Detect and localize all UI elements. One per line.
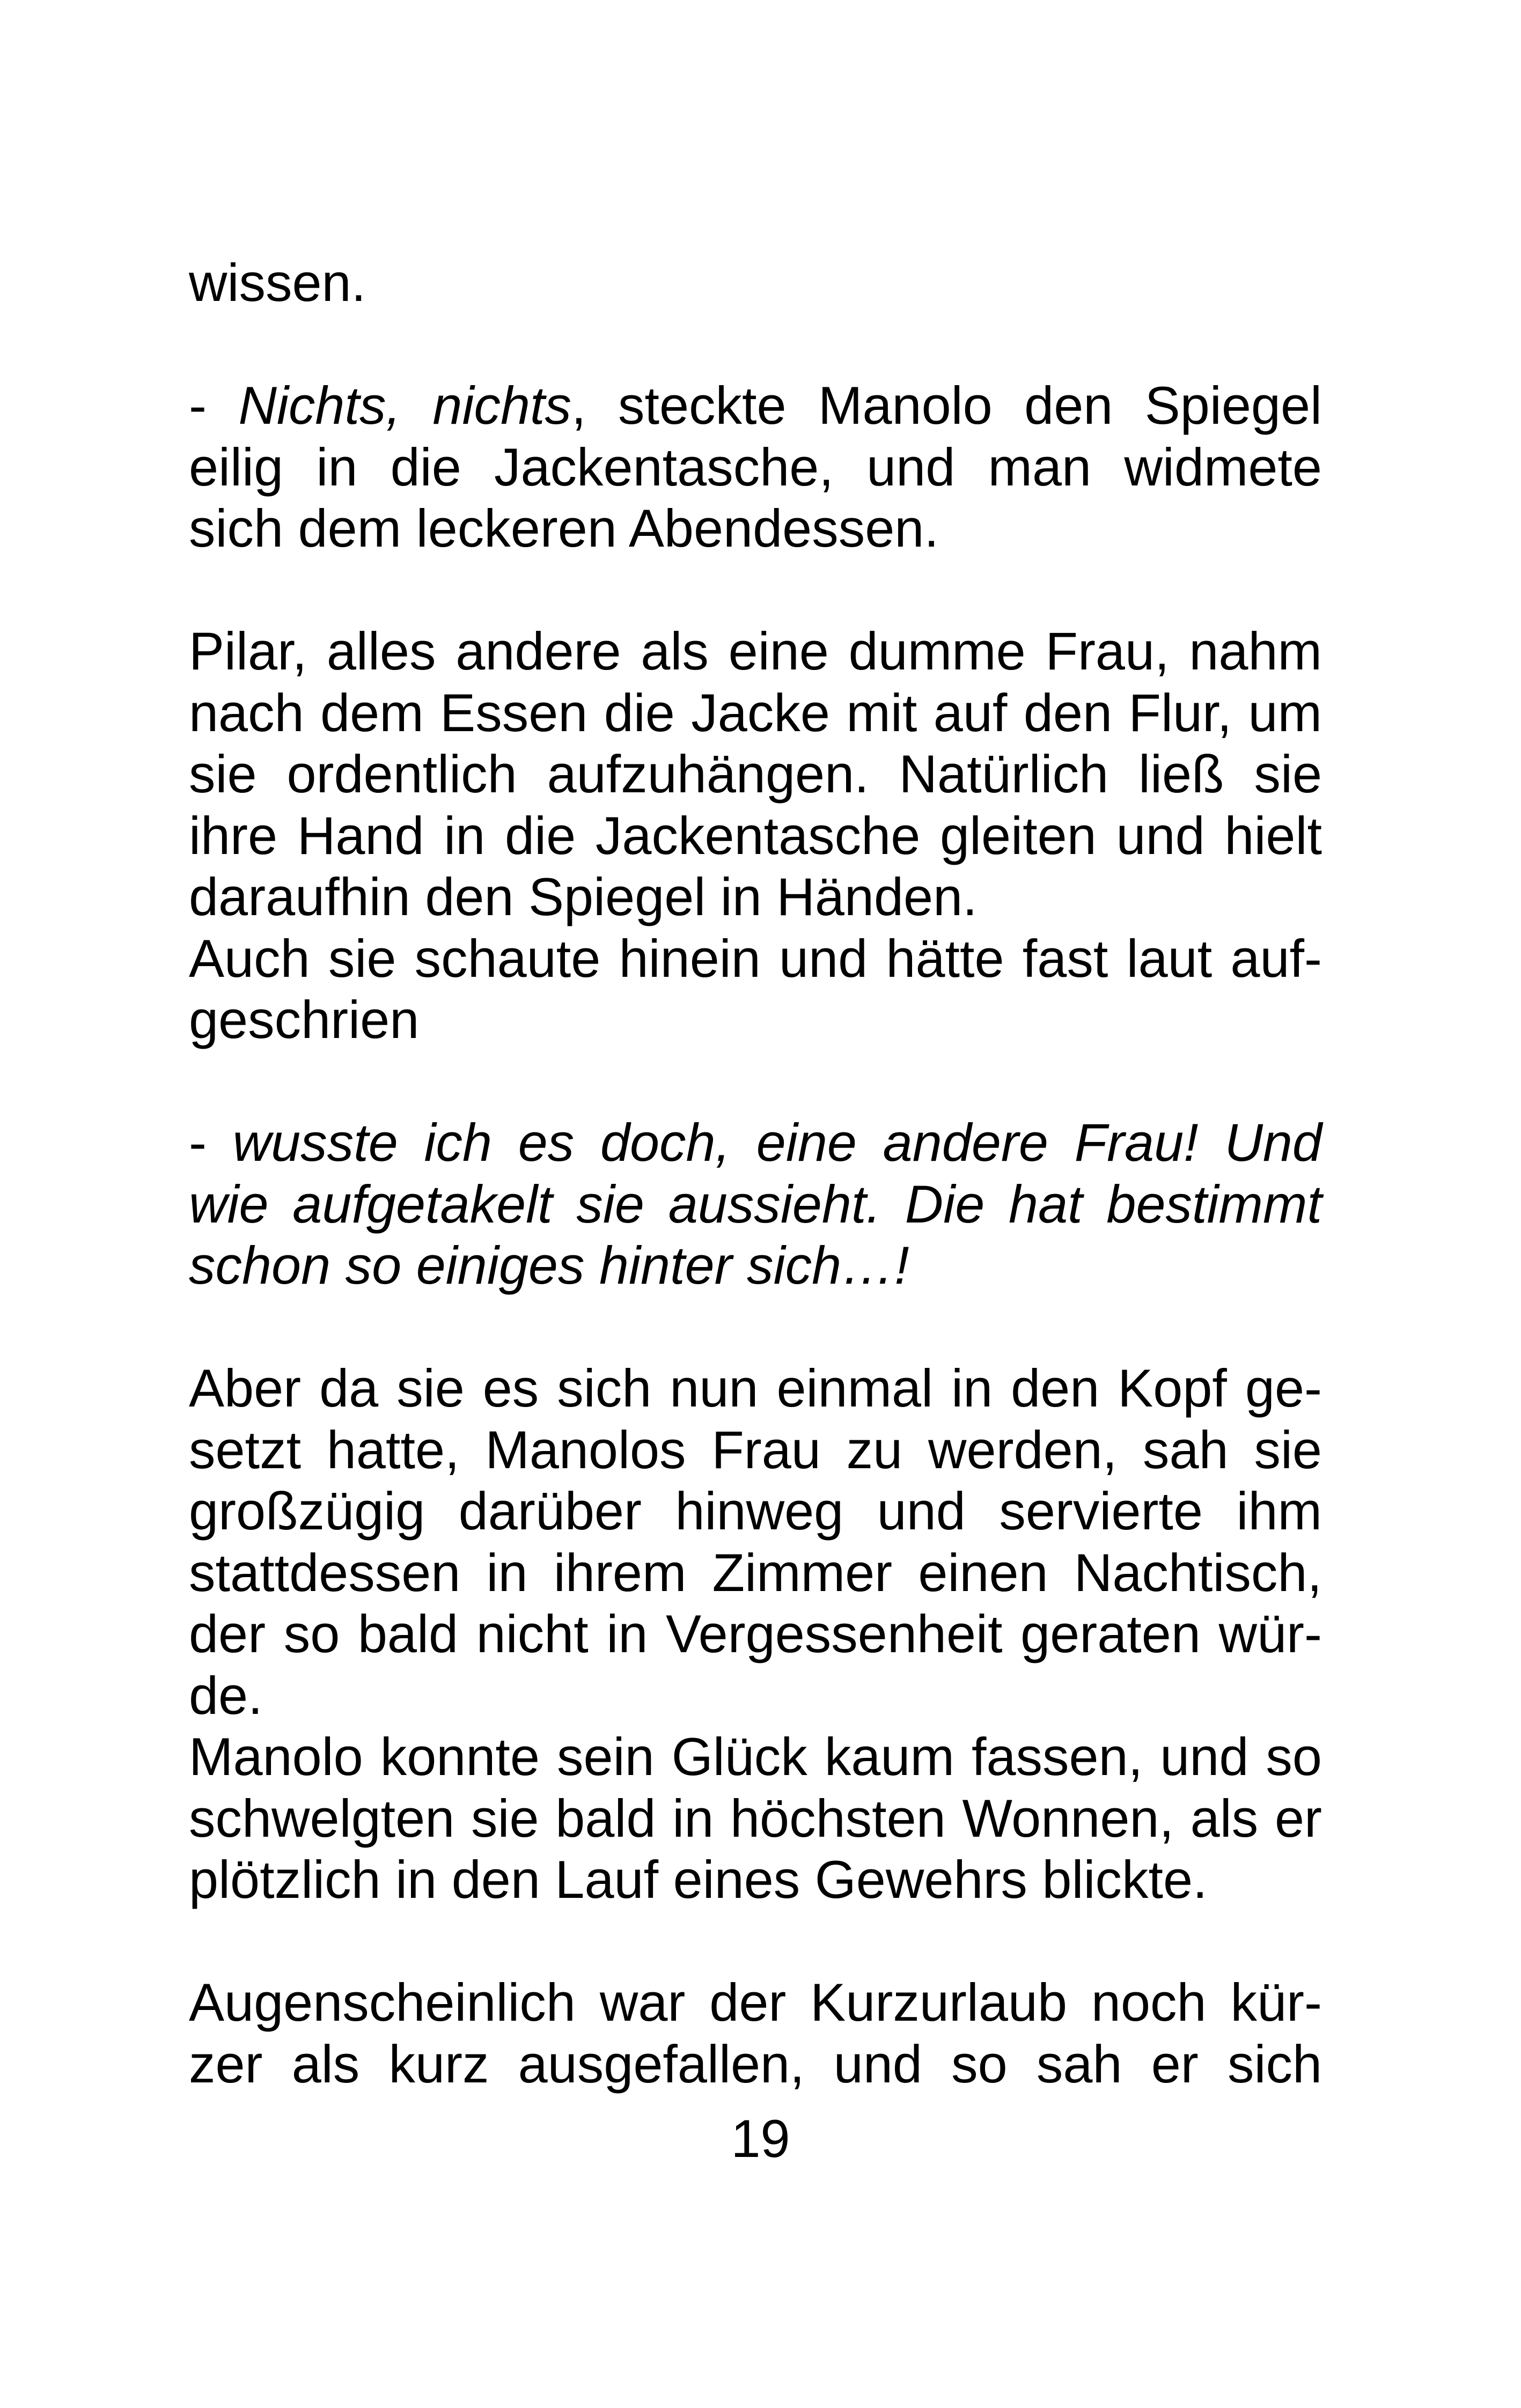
italic-speech: Nichts, nichts [238,375,572,435]
text-line: wie aufgetakelt sie aussieht. Die hat bestimmt [189,1174,1322,1234]
text-run: , steckte Manolo den Spiegel [571,375,1322,435]
blank-line [189,559,1322,621]
text-line: sich dem leckeren Abendessen. [189,498,939,558]
text-line: setzt hatte, Manolos Frau zu werden, sah sie [189,1419,1322,1479]
text-line: schon so einiges hinter sich…! [189,1235,909,1295]
text-line: nach dem Essen die Jacke mit auf den Flur, um [189,682,1322,742]
text-line [189,1112,1322,1174]
text-line: sie ordentlich aufzuhängen. Natürlich ließ sie [189,744,1322,804]
text-line: eilig in die Jackentasche, und man widmete [189,437,1322,497]
page-number: 19 [731,2109,790,2168]
italic-speech: wusste ich es doch, eine andere Frau! Und [232,1113,1322,1172]
text-line: Augenscheinlich war der Kurzurlaub noch kür- [189,1972,1322,2032]
text-line: Aber da sie es sich nun einmal in den Kopf ge- [189,1358,1322,1418]
dash: - [189,375,239,435]
text-line: plötzlich in den Lauf eines Gewehrs blickte. [189,1850,1208,1909]
blank-line [189,1297,1322,1358]
text-line: stattdessen in ihrem Zimmer einen Nachtisch, [189,1542,1322,1602]
text-line: geschrien [189,990,420,1049]
text-line: ihre Hand in die Jackentasche gleiten und hielt [189,805,1322,865]
text-line: Auch sie schaute hinein und hätte fast laut auf- [189,928,1322,988]
text-line: großzügig darüber hinweg und servierte ihm [189,1481,1322,1541]
text-line: der so bald nicht in Vergessenheit geraten wür- [189,1604,1322,1663]
text-line: Pilar, alles andere als eine dumme Frau, nahm [189,621,1322,681]
blank-line [189,314,1322,375]
body-text [189,252,1322,2095]
text-line: zer als kurz ausgefallen, und so sah er sich [189,2034,1322,2094]
text-line: daraufhin den Spiegel in Händen. [189,867,978,926]
blank-line [189,1911,1322,1972]
text-line: de. [189,1665,263,1725]
text-line: wissen. [189,253,366,312]
dash: - [189,1113,233,1172]
text-line: Manolo konnte sein Glück kaum fassen, und so [189,1727,1322,1786]
text-line [189,375,1322,437]
blank-line [189,1051,1322,1113]
text-line: schwelgten sie bald in höchsten Wonnen, als er [189,1788,1322,1848]
